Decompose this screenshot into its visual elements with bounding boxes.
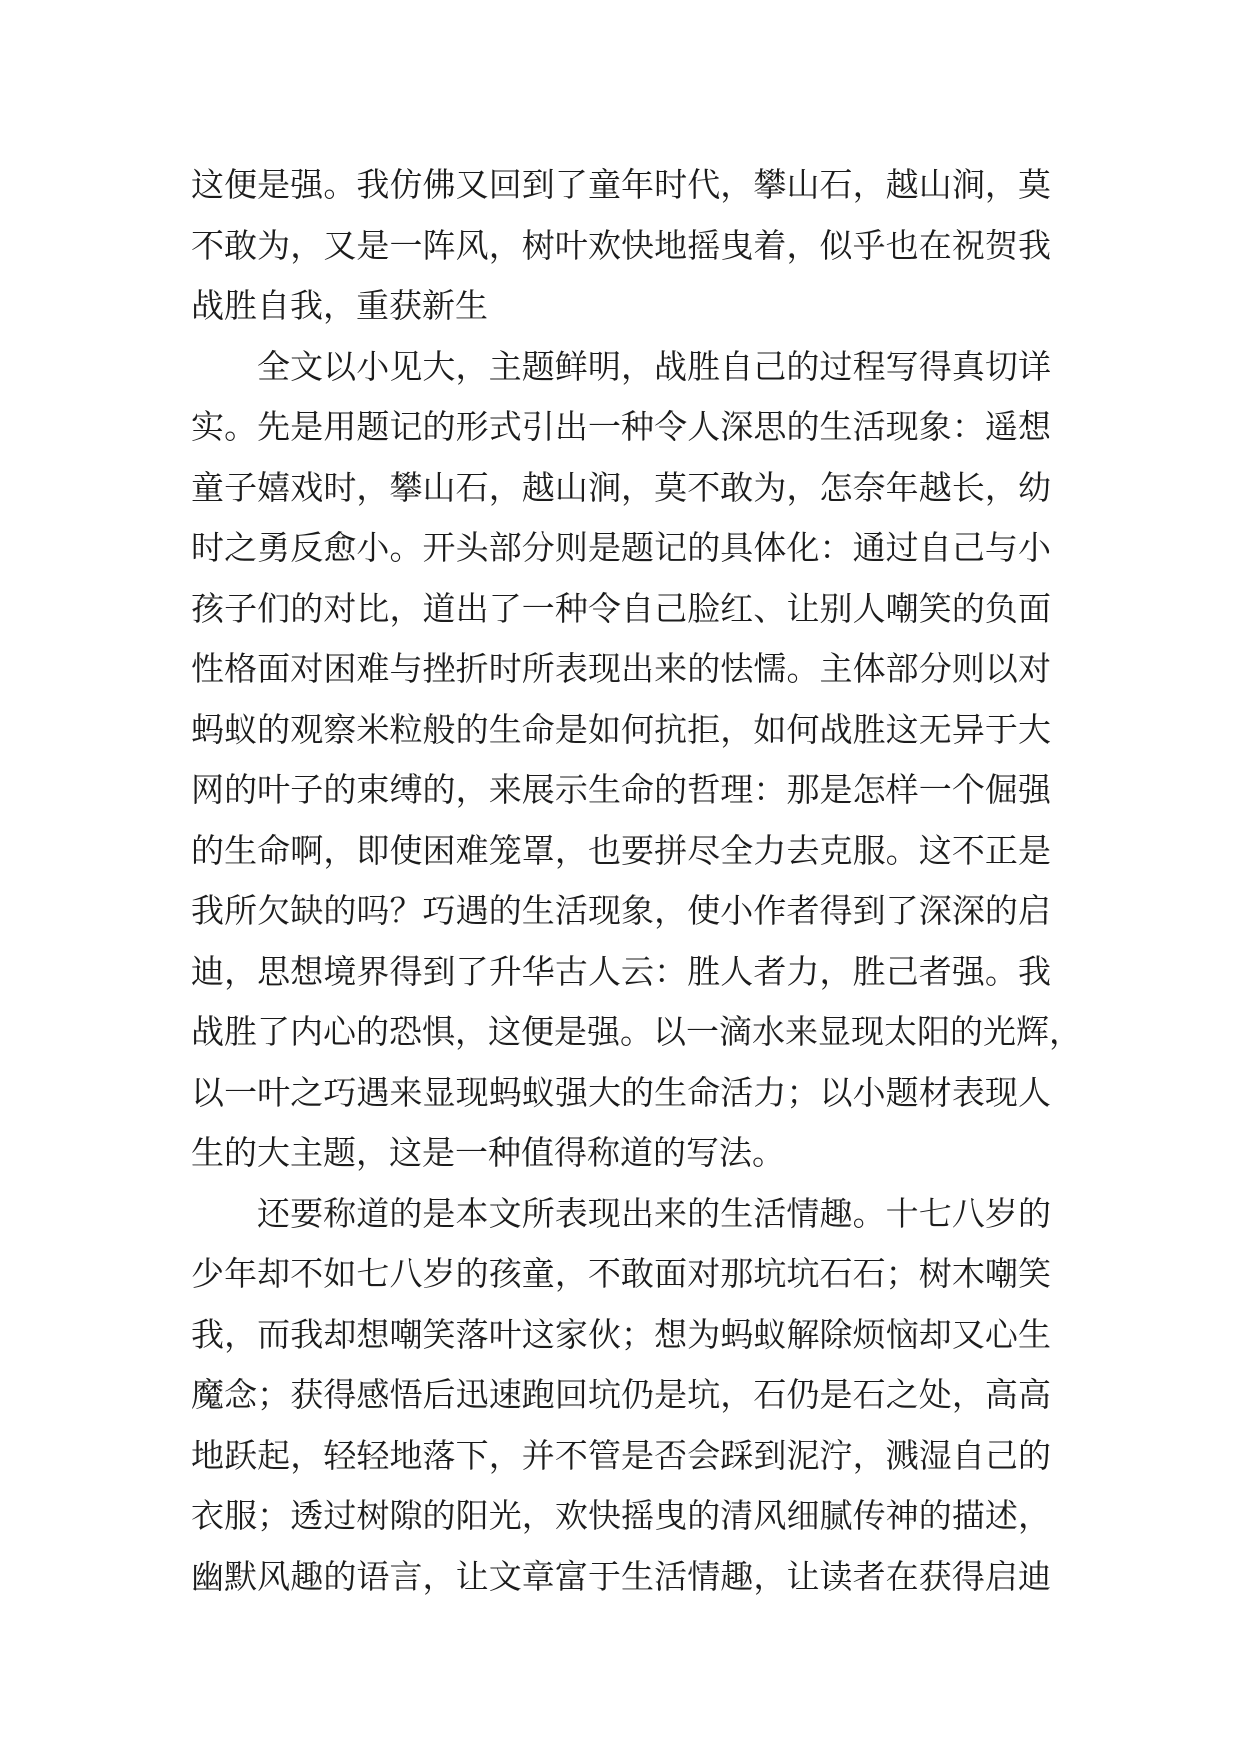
- text-line: 这便是强。我仿佛又回到了童年时代，攀山石，越山涧，莫: [191, 165, 1051, 204]
- text-line: 不敢为，又是一阵风，树叶欢快地摇曳着，似乎也在祝贺我: [191, 225, 1051, 265]
- text-line: 性格面对困难与挫折时所表现出来的怯懦。主体部分则以对: [191, 649, 1051, 688]
- text-line: 我所欠缺的吗？巧遇的生活现象，使小作者得到了深深的启: [191, 891, 1051, 930]
- paragraph-first-line: 全文以小见大，主题鲜明，战胜自己的过程写得真切详: [257, 346, 1051, 386]
- document-page: [191, 155, 1082, 1607]
- text-line: 地跃起，轻轻地落下，并不管是否会踩到泥泞，溅湿自己的: [191, 1435, 1051, 1475]
- text-line: 童子嬉戏时，攀山石，越山涧，莫不敢为，怎奈年越长，幼: [191, 467, 1051, 507]
- text-line: 生的大主题，这是一种值得称道的写法。: [191, 1133, 785, 1172]
- text-line: 蚂蚁的观察米粒般的生命是如何抗拒，如何战胜这无异于大: [191, 709, 1051, 749]
- text-line: 战胜自我，重获新生: [191, 286, 488, 325]
- paragraph-first-line: 还要称道的是本文所表现出来的生活情趣。十七八岁的: [257, 1193, 1051, 1233]
- text-line: 战胜了内心的恐惧，这便是强。以一滴水来显现太阳的光辉，: [191, 1012, 1082, 1051]
- text-line: 迪，思想境界得到了升华古人云：胜人者力，胜己者强。我: [191, 951, 1051, 991]
- text-line: 以一叶之巧遇来显现蚂蚁强大的生命活力；以小题材表现人: [191, 1072, 1051, 1112]
- text-line: 幽默风趣的语言，让文章富于生活情趣，让读者在获得启迪: [191, 1556, 1051, 1596]
- text-line: 的生命啊，即使困难笼罩，也要拼尽全力去克服。这不正是: [191, 830, 1051, 870]
- text-line: 魔念；获得感悟后迅速跑回坑仍是坑，石仍是石之处，高高: [191, 1375, 1051, 1414]
- text-line: 衣服；透过树隙的阳光，欢快摇曳的清风细腻传神的描述，: [191, 1496, 1051, 1535]
- text-line: 孩子们的对比，道出了一种令自己脸红、让别人嘲笑的负面: [191, 588, 1051, 628]
- text-line: 网的叶子的束缚的，来展示生命的哲理：那是怎样一个倔强: [191, 770, 1051, 809]
- text-line: 实。先是用题记的形式引出一种令人深思的生活现象：遥想: [191, 407, 1051, 446]
- text-line: 我，而我却想嘲笑落叶这家伙；想为蚂蚁解除烦恼却又心生: [191, 1314, 1051, 1354]
- text-line: 少年却不如七八岁的孩童，不敢面对那坑坑石石；树木嘲笑: [191, 1254, 1051, 1293]
- text-line: 时之勇反愈小。开头部分则是题记的具体化：通过自己与小: [191, 528, 1051, 567]
